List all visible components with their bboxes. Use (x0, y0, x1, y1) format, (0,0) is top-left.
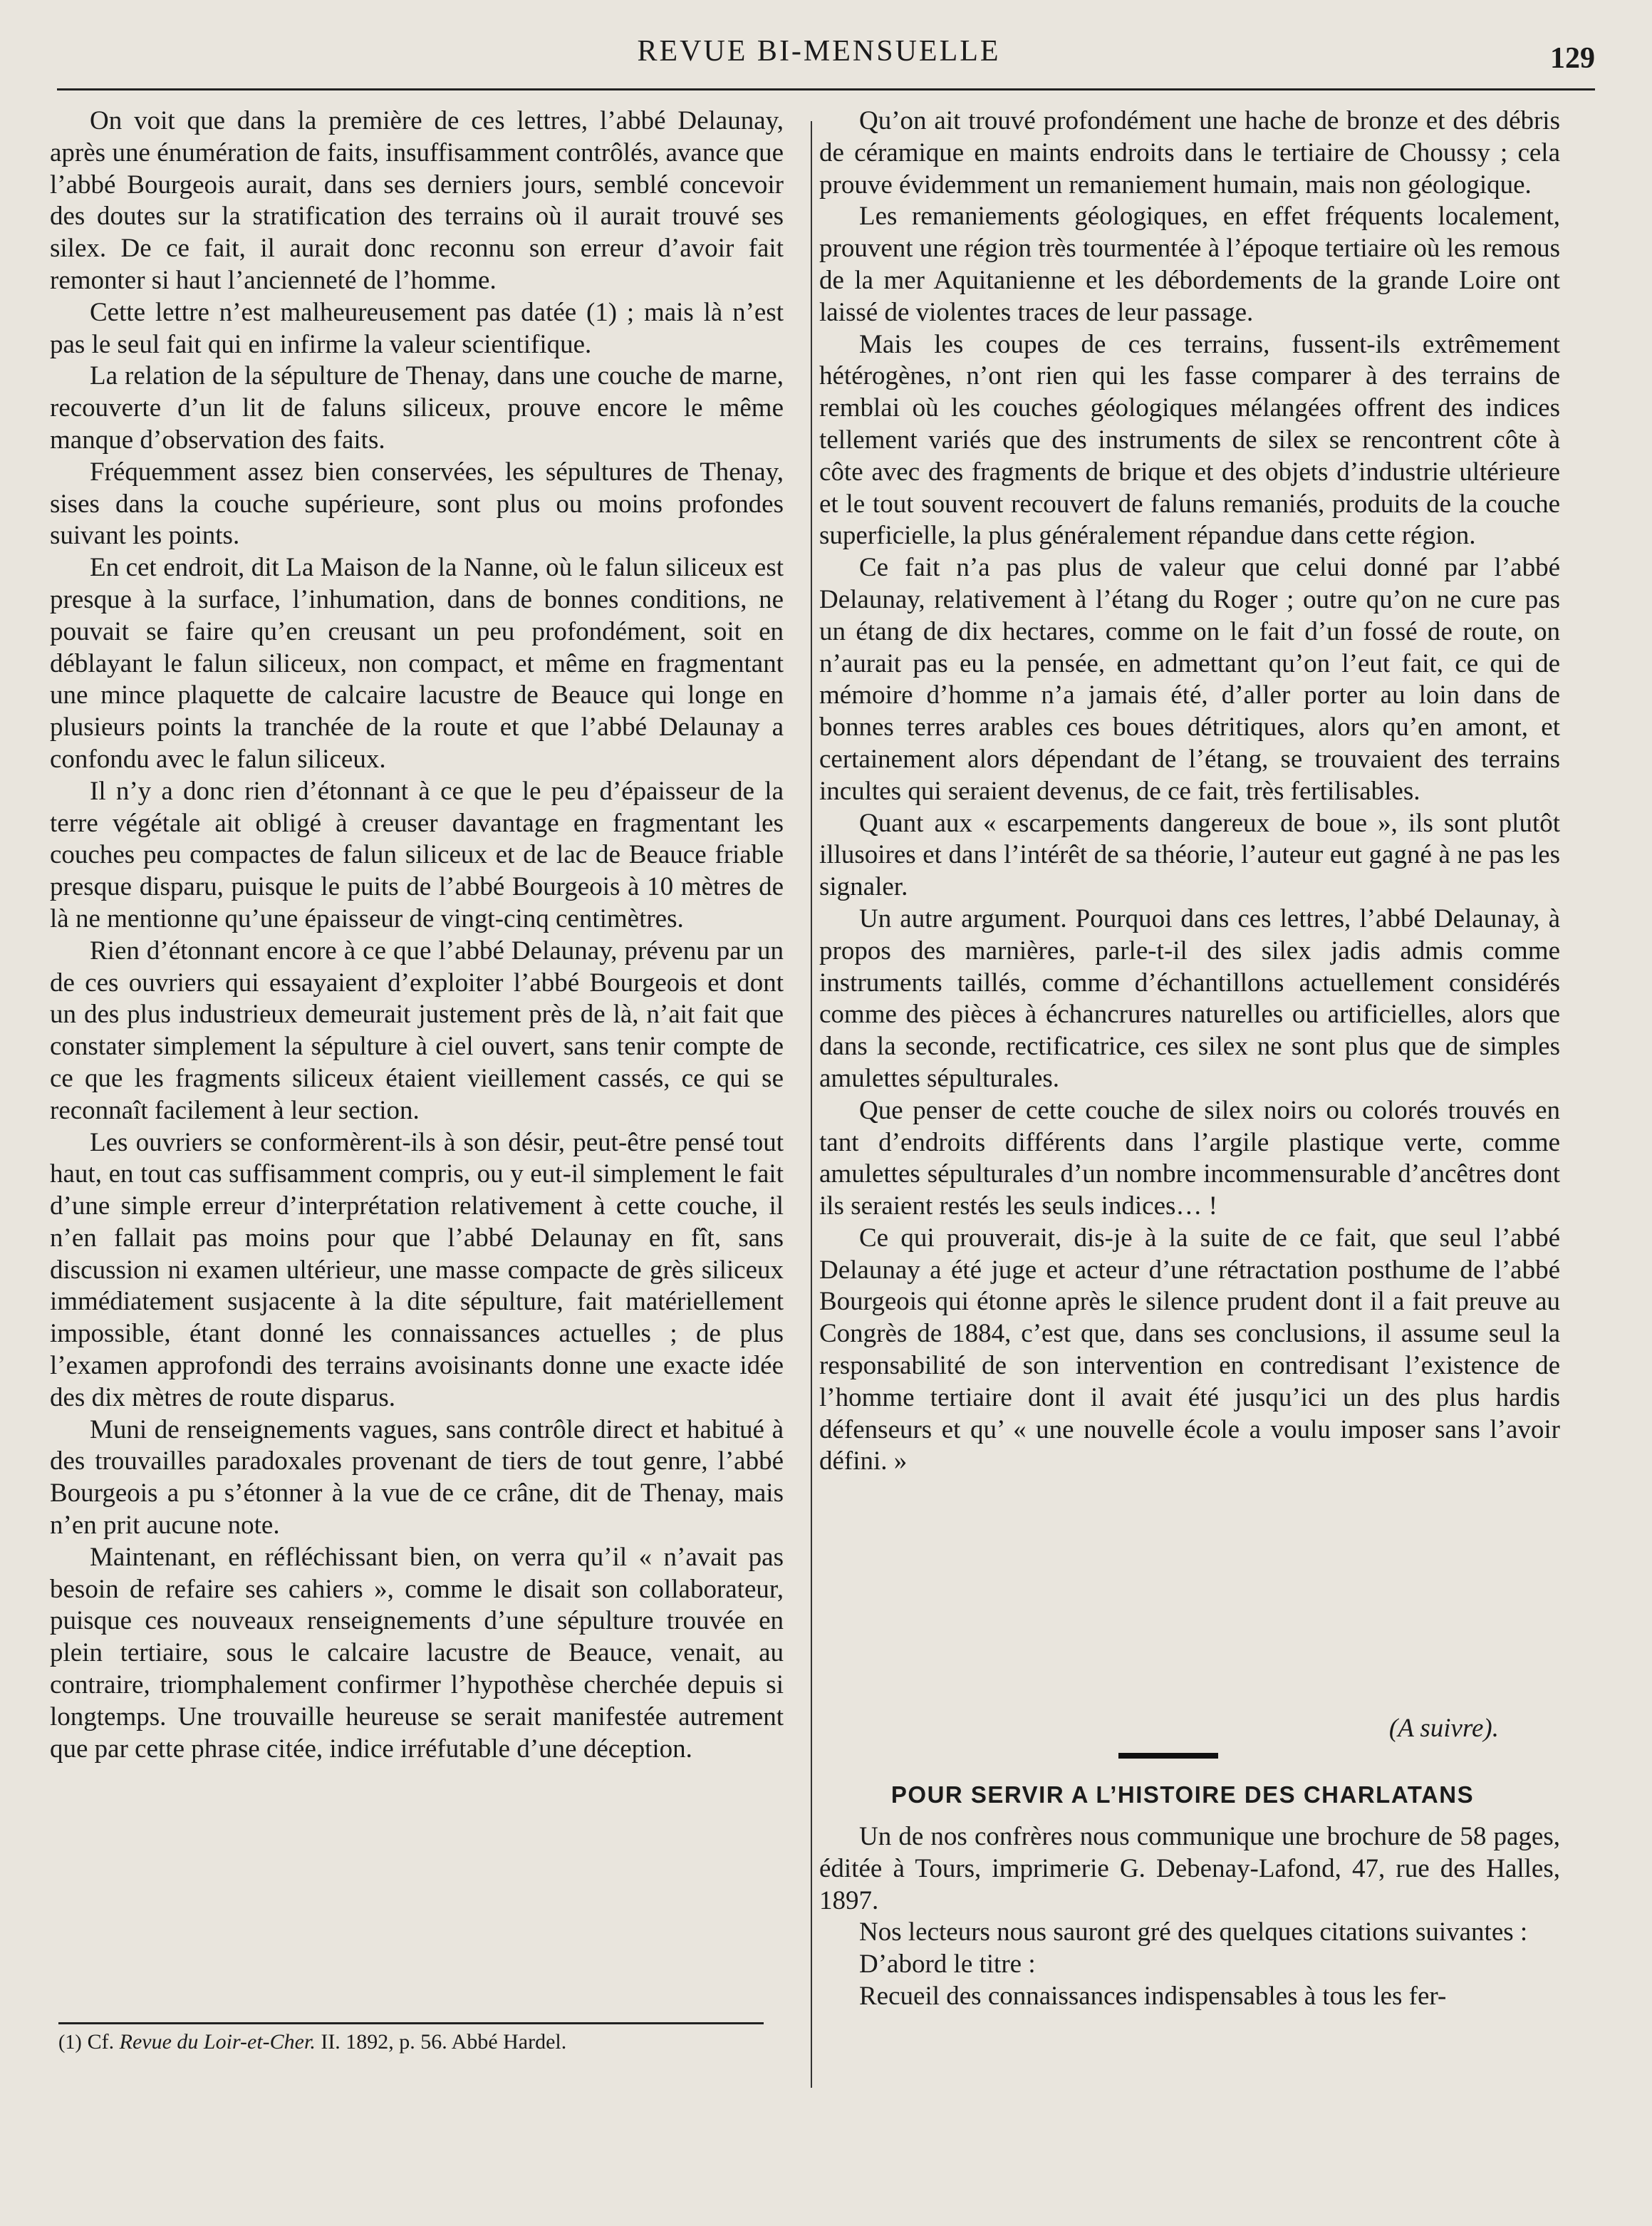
section-separator (1118, 1753, 1218, 1759)
section-heading: POUR SERVIR A L’HISTOIRE DES CHARLATANS (890, 1781, 1475, 1808)
section-body (819, 1821, 1560, 2013)
paragraph: La relation de la sépulture de Thenay, dans une couche de marne, recouverte d’un lit de faluns siliceux, prouve encore le même manque d’observation des faits. (50, 361, 784, 455)
footnote-marker: (1) (58, 2031, 82, 2054)
paragraph: Les ouvriers se conformèrent-ils à son désir, peut-être pensé tout haut, en tout cas suffisamment compris, ou y eut-il simplement le fait d’une simple erreur d’interprétation relativement à cette couche, il n’en fallait pas moins pour que l’abbé Delaunay en fît, sans discussion ni examen ultérieur, une masse compacte de grès siliceux immédiatement susjacente à la dite sépulture, fait matériellement impossible, étant donné les connaissances actuelles ; de plus l’examen approfondi des terrains avoisinants donne une exacte idée des dix mètres de route disparus. (50, 1127, 784, 1412)
paragraph: Que penser de cette couche de silex noirs ou colorés trouvés en tant d’endroits différents dans l’argile plastique verte, comme amulettes sépulturales d’un nombre incommensurable d’ancêtres dont ils seraient restés les seuls indices… ! (819, 1095, 1560, 1221)
paragraph: On voit que dans la première de ces lettres, l’abbé Delaunay, après une énumération de faits, insuffisamment contrôlés, avance que l’abbé Bourgeois aurait, dans ses derniers jours, semblé concevoir des doutes sur la stratification des terrains où il aurait trouvé ses silex. De ce fait, il aurait donc reconnu son erreur d’avoir fait remonter si haut l’ancienneté de l’homme. (50, 106, 784, 295)
paragraph: Fréquemment assez bien conservées, les sépultures de Thenay, sises dans la couche supérieure, sont plus ou moins profondes suivant les points. (50, 457, 784, 551)
paragraph: Mais les coupes de ces terrains, fussent-ils extrêmement hétérogènes, n’ont rien qui les fasse comparer à des terrains de remblai où les couches géologiques mélangées offrent des indices tellement variés que des instruments de silex se rencontrent côte à côte avec des fragments de brique et des objets d’industrie ultérieure et le tout souvent recouvert de faluns remaniés, produits de la couche superficielle, la plus généralement répandue dans cette région. (819, 329, 1560, 551)
paragraph: Nos lecteurs nous sauront gré des quelques citations suivantes : (859, 1917, 1528, 1947)
footnote-rule (58, 2022, 764, 2024)
footnote (58, 2028, 771, 2057)
paragraph: Les remaniements géologiques, en effet fréquents localement, prouvent une région très tourmentée à l’époque tertiaire où les remous de la mer Aquitanienne et les débordements de la grande Loire ont laissé de violentes traces de leur passage. (819, 202, 1560, 327)
paragraph: Recueil des connaissances indispensables à tous les fer- (859, 1981, 1447, 2011)
paragraph: Qu’on ait trouvé profondément une hache de bronze et des débris de céramique en maints endroits dans le tertiaire de Choussy ; cela prouve évidemment un remaniement humain, mais non géologique. (819, 106, 1560, 200)
paragraph: Un de nos confrères nous communique une brochure de 58 pages, éditée à Tours, imprimerie G. Debenay-Lafond, 47, rue des Halles, 1897. (819, 1822, 1560, 1915)
paragraph: Un autre argument. Pourquoi dans ces lettres, l’abbé Delaunay, à propos des marnières, parle-t-il des silex jadis admis comme instruments taillés, comme d’échantillons actuellement considérés comme des pièces à échancrures naturelles ou artificielles, alors que dans la seconde, rectificatrice, ces silex ne sont plus que de simples amulettes sépulturales. (819, 904, 1560, 1093)
paragraph: Rien d’étonnant encore à ce que l’abbé Delaunay, prévenu par un de ces ouvriers qui essayaient d’exploiter l’abbé Bourgeois et dont un des plus industrieux demeurait justement près de là, n’ait fait que constater simplement la sépulture à ciel ouvert, sans tenir compte de ce que les fragments siliceux étaient vieillement cassés, ce qui se reconnaît facilement à leur section. (50, 936, 784, 1125)
paragraph: En cet endroit, dit La Maison de la Nanne, où le falun siliceux est presque à la surface, l’inhumation, dans de bonnes conditions, ne pouvait se faire qu’en creusant un peu profondément, soit en déblayant le falun siliceux, non compact, et même en fragmentant une mince plaquette de calcaire lacustre de Beauce qui longe en plusieurs points la tranchée de la route et que l’abbé Delaunay a confondu avec le falun siliceux. (50, 553, 784, 774)
to-be-continued: (A suivre). (1388, 1714, 1499, 1743)
footnote-source: Revue du Loir-et-Cher. (119, 2030, 316, 2054)
footnote-text-before: Cf. (87, 2030, 120, 2054)
right-column (819, 105, 1560, 1478)
running-head (43, 34, 1595, 77)
header-rule (57, 88, 1595, 90)
paragraph: Ce qui prouverait, dis-je à la suite de ce fait, que seul l’abbé Delaunay a été juge et acteur d’une rétractation posthume de l’abbé Bourgeois qui étonne après le silence prudent dont il a fait preuve au Congrès de 1884, c’est que, dans ses conclusions, il assume seul la responsabilité de son intervention en contredisant l’existence de l’homme tertiaire dont il avait été jusqu’ici un des plus hardis défenseurs et qu’ « une nouvelle école a voulu imposer sans l’avoir défini. » (819, 1223, 1560, 1476)
paragraph: Quant aux « escarpements dangereux de boue », ils sont plutôt illusoires et dans l’intérêt de sa théorie, l’auteur eut gagné à ne pas les signaler. (819, 808, 1560, 902)
footnote-text-after: II. 1892, p. 56. Abbé Hardel. (315, 2030, 567, 2054)
paragraph: Il n’y a donc rien d’étonnant à ce que le peu d’épaisseur de la terre végétale ait obligé à creuser davantage en fragmentant les couches peu compactes de falun siliceux et de lac de Beauce friable presque disparu, puisque le puits de l’abbé Bourgeois à 10 mètres de là ne mentionne qu’une épaisseur de vingt-cinq centimètres. (50, 776, 784, 933)
paragraph: Cette lettre n’est malheureusement pas datée (1) ; mais là n’est pas le seul fait qui en infirme la valeur scientifique. (50, 297, 784, 359)
running-title: REVUE BI-MENSUELLE (637, 35, 1001, 68)
left-column (50, 105, 784, 1765)
page-number: 129 (1550, 42, 1595, 75)
paragraph: Muni de renseignements vagues, sans contrôle direct et habitué à des trouvailles paradoxales provenant de tiers de tout genre, l’abbé Bourgeois a pu s’étonner à la vue de ce crâne, dit de Thenay, mais n’en prit aucune note. (50, 1414, 784, 1541)
paragraph: Ce fait n’a pas plus de valeur que celui donné par l’abbé Delaunay, relativement à l’étang du Roger ; outre qu’on ne cure pas un étang de dix hectares, comme on le fait d’un fossé de route, on n’aurait pas eu la pensée, en admettant qu’on l’eut fait, ce qui de mémoire d’homme n’a jamais été, d’aller porter au loin dans de bonnes terres arables ces boues détritiques, alors qu’en amont, et certainement alors dépendant de l’étang, se trouvaient des terrains incultes qui seraient devenus, de ce fait, très fertilisables. (819, 553, 1560, 806)
paragraph: Maintenant, en réfléchissant bien, on verra qu’il « n’avait pas besoin de refaire ses cahiers », comme le disait son collaborateur, puisque ces nouveaux renseignements d’une sépulture trouvée en plein tertiaire, sous le calcaire lacustre de Beauce, venait, au contraire, triomphalement confirmer l’hypothèse cherchée depuis si longtemps. Une trouvaille heureuse se serait manifestée autrement que par cette phrase citée, indice irréfutable d’une déception. (50, 1542, 784, 1764)
paragraph: D’abord le titre : (859, 1950, 1036, 1979)
